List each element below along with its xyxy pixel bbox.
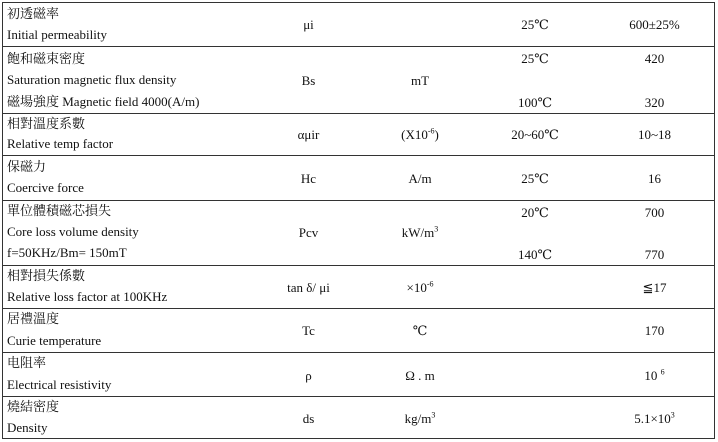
symbol: Bs bbox=[301, 73, 316, 88]
symbol: αμir bbox=[297, 127, 320, 142]
condition: 100℃ bbox=[517, 95, 553, 110]
value: 420 bbox=[644, 51, 665, 66]
value: 320 bbox=[644, 95, 665, 110]
symbol: Pcv bbox=[298, 225, 319, 240]
unit: mT bbox=[410, 73, 430, 88]
property-condition-note: f=50KHz/Bm= 150mT bbox=[7, 245, 127, 260]
table-row bbox=[2, 352, 715, 396]
unit: Ω . m bbox=[405, 368, 435, 383]
property-name-en: Relative temp factor bbox=[7, 136, 114, 151]
properties-table bbox=[2, 2, 715, 439]
property-name-en: Relative loss factor at 100KHz bbox=[7, 289, 168, 304]
property-name-zh: 电阻率 bbox=[7, 355, 47, 370]
table-row bbox=[2, 155, 715, 200]
value: 700 bbox=[644, 205, 665, 220]
property-name-zh: 初透磁率 bbox=[7, 6, 60, 21]
property-name-zh: 保磁力 bbox=[7, 159, 47, 174]
value: ≦17 bbox=[642, 280, 667, 295]
value: 600±25% bbox=[629, 17, 680, 32]
property-name-zh: 飽和磁束密度 bbox=[7, 51, 86, 66]
value: 770 bbox=[644, 247, 665, 262]
property-name-en: Saturation magnetic flux density bbox=[7, 72, 177, 87]
property-name-en: Initial permeability bbox=[7, 27, 107, 42]
value: 10~18 bbox=[637, 127, 672, 142]
property-name-en: Density bbox=[7, 420, 48, 435]
symbol: tan δ/ μi bbox=[287, 280, 330, 295]
property-name-en: Coercive force bbox=[7, 180, 84, 195]
symbol: Tc bbox=[302, 323, 315, 338]
condition: 140℃ bbox=[517, 247, 553, 262]
table-row bbox=[2, 265, 715, 308]
symbol: ds bbox=[302, 411, 315, 426]
table-row bbox=[2, 200, 715, 265]
symbol: μi bbox=[303, 17, 314, 32]
unit: $kg/m^3$ bbox=[404, 410, 436, 426]
unit: ℃ bbox=[412, 323, 428, 338]
property-name-zh: 居禮溫度 bbox=[7, 311, 60, 326]
unit: $kW/m^3$ bbox=[401, 224, 439, 240]
property-name-en: Curie temperature bbox=[7, 333, 102, 348]
property-name-zh: 燒結密度 bbox=[7, 399, 60, 414]
value: 10 $^6$ bbox=[644, 367, 665, 383]
table-row bbox=[2, 308, 715, 352]
table-row bbox=[2, 2, 715, 46]
symbol: ρ bbox=[305, 368, 312, 383]
table-row bbox=[2, 396, 715, 439]
condition: 25℃ bbox=[521, 51, 549, 66]
condition: 20~60℃ bbox=[511, 127, 559, 142]
value: $5.1\times 10^3$ bbox=[634, 410, 675, 426]
table-row bbox=[2, 46, 715, 113]
value: 16 bbox=[648, 171, 661, 186]
value: 170 bbox=[644, 323, 665, 338]
condition: 25℃ bbox=[521, 171, 549, 186]
condition: 20℃ bbox=[521, 205, 549, 220]
unit: A/m bbox=[408, 171, 432, 186]
property-name-en: Core loss volume density bbox=[7, 224, 139, 239]
property-name-zh: 相對損失係數 bbox=[7, 268, 86, 283]
property-name-zh: 相對溫度系數 bbox=[7, 116, 86, 131]
unit: $(X10^{-6})$ bbox=[401, 126, 439, 142]
property-condition-note: 磁場強度 Magnetic field 4000(A/m) bbox=[7, 94, 200, 109]
property-name-zh: 單位體積磁芯損失 bbox=[7, 203, 112, 218]
table-row bbox=[2, 113, 715, 155]
property-name-en: Electrical resistivity bbox=[7, 377, 112, 392]
condition: 25℃ bbox=[521, 17, 549, 32]
unit: $\times 10^{-6}$ bbox=[406, 279, 434, 295]
symbol: Hc bbox=[300, 171, 317, 186]
